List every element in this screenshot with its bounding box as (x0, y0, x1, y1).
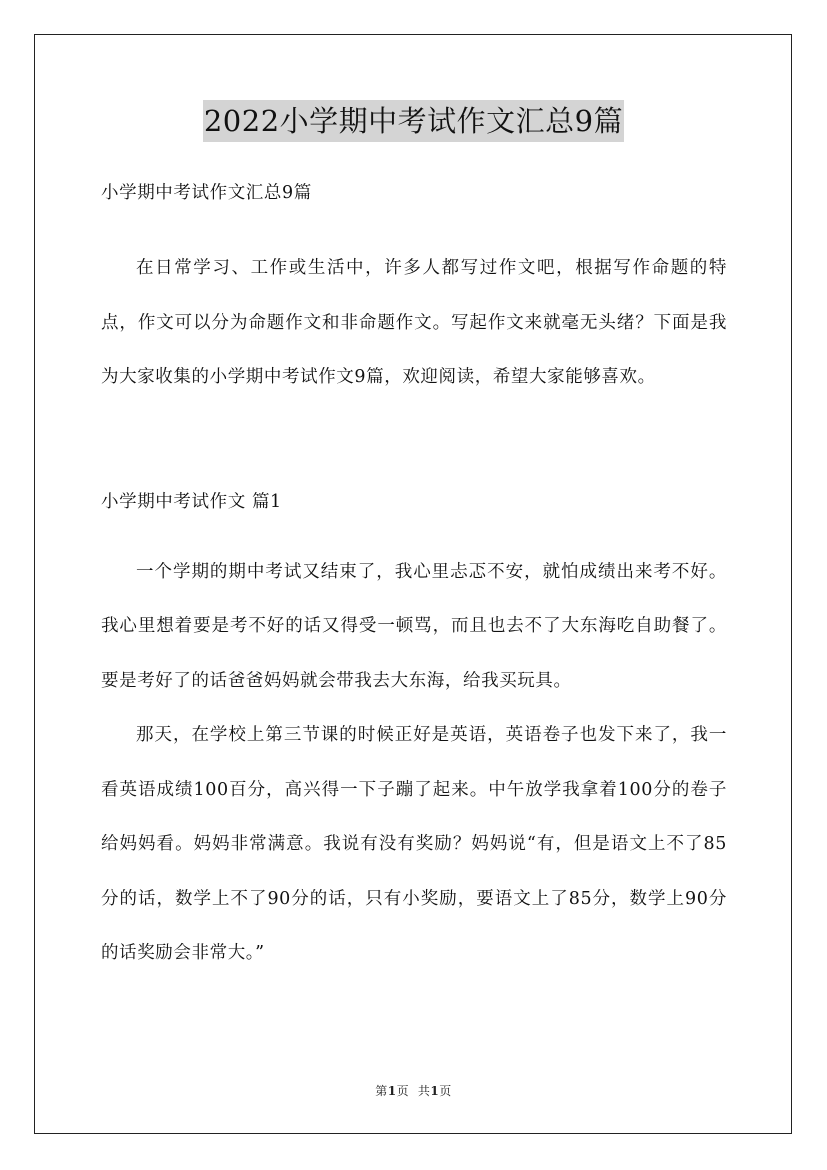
title-area (0, 100, 827, 142)
footer-total-suffix: 页 (439, 1084, 452, 1098)
footer-prefix: 第 (375, 1084, 388, 1098)
page-footer (0, 1082, 827, 1099)
body-paragraph: 一个学期的期中考试又结束了，我心里忐忑不安，就怕成绩出来考不好。我心里想着要是考不好的话又得受一顿骂，而且也去不了大东海吃自助餐了。要是考好了的话爸爸妈妈就会带我去大东海，给我买玩具。 (101, 561, 727, 691)
section-heading: 小学期中考试作文 篇1 (101, 491, 282, 512)
footer-page-suffix: 页 (396, 1084, 410, 1098)
document-subtitle: 小学期中考试作文汇总9篇 (101, 183, 312, 203)
document-body (101, 172, 727, 981)
intro-paragraph: 在日常学习、工作或生活中，许多人都写过作文吧，根据写作命题的特点，作文可以分为命题作文和非命题作文。写起作文来就毫无头绪？下面是我为大家收集的小学期中考试作文9篇，欢迎阅读，希望大家能够喜欢。 (101, 258, 727, 387)
page-number: 1 (387, 1084, 397, 1098)
total-pages: 1 (430, 1084, 440, 1098)
body-paragraph: 那天，在学校上第三节课的时候正好是英语，英语卷子也发下来了，我一看英语成绩100百分，高兴得一下子蹦了起来。中午放学我拿着100分的卷子给妈妈看。妈妈非常满意。我说有没有奖励？妈妈说“有，但是语文上不了85分的话，数学上不了90分的话，只有小奖励，要语文上了85分，数学上90分的话奖励会非常大。” (101, 725, 727, 963)
document-title: 2022小学期中考试作文汇总9篇 (203, 100, 624, 142)
footer-total-prefix: 共 (417, 1084, 431, 1098)
